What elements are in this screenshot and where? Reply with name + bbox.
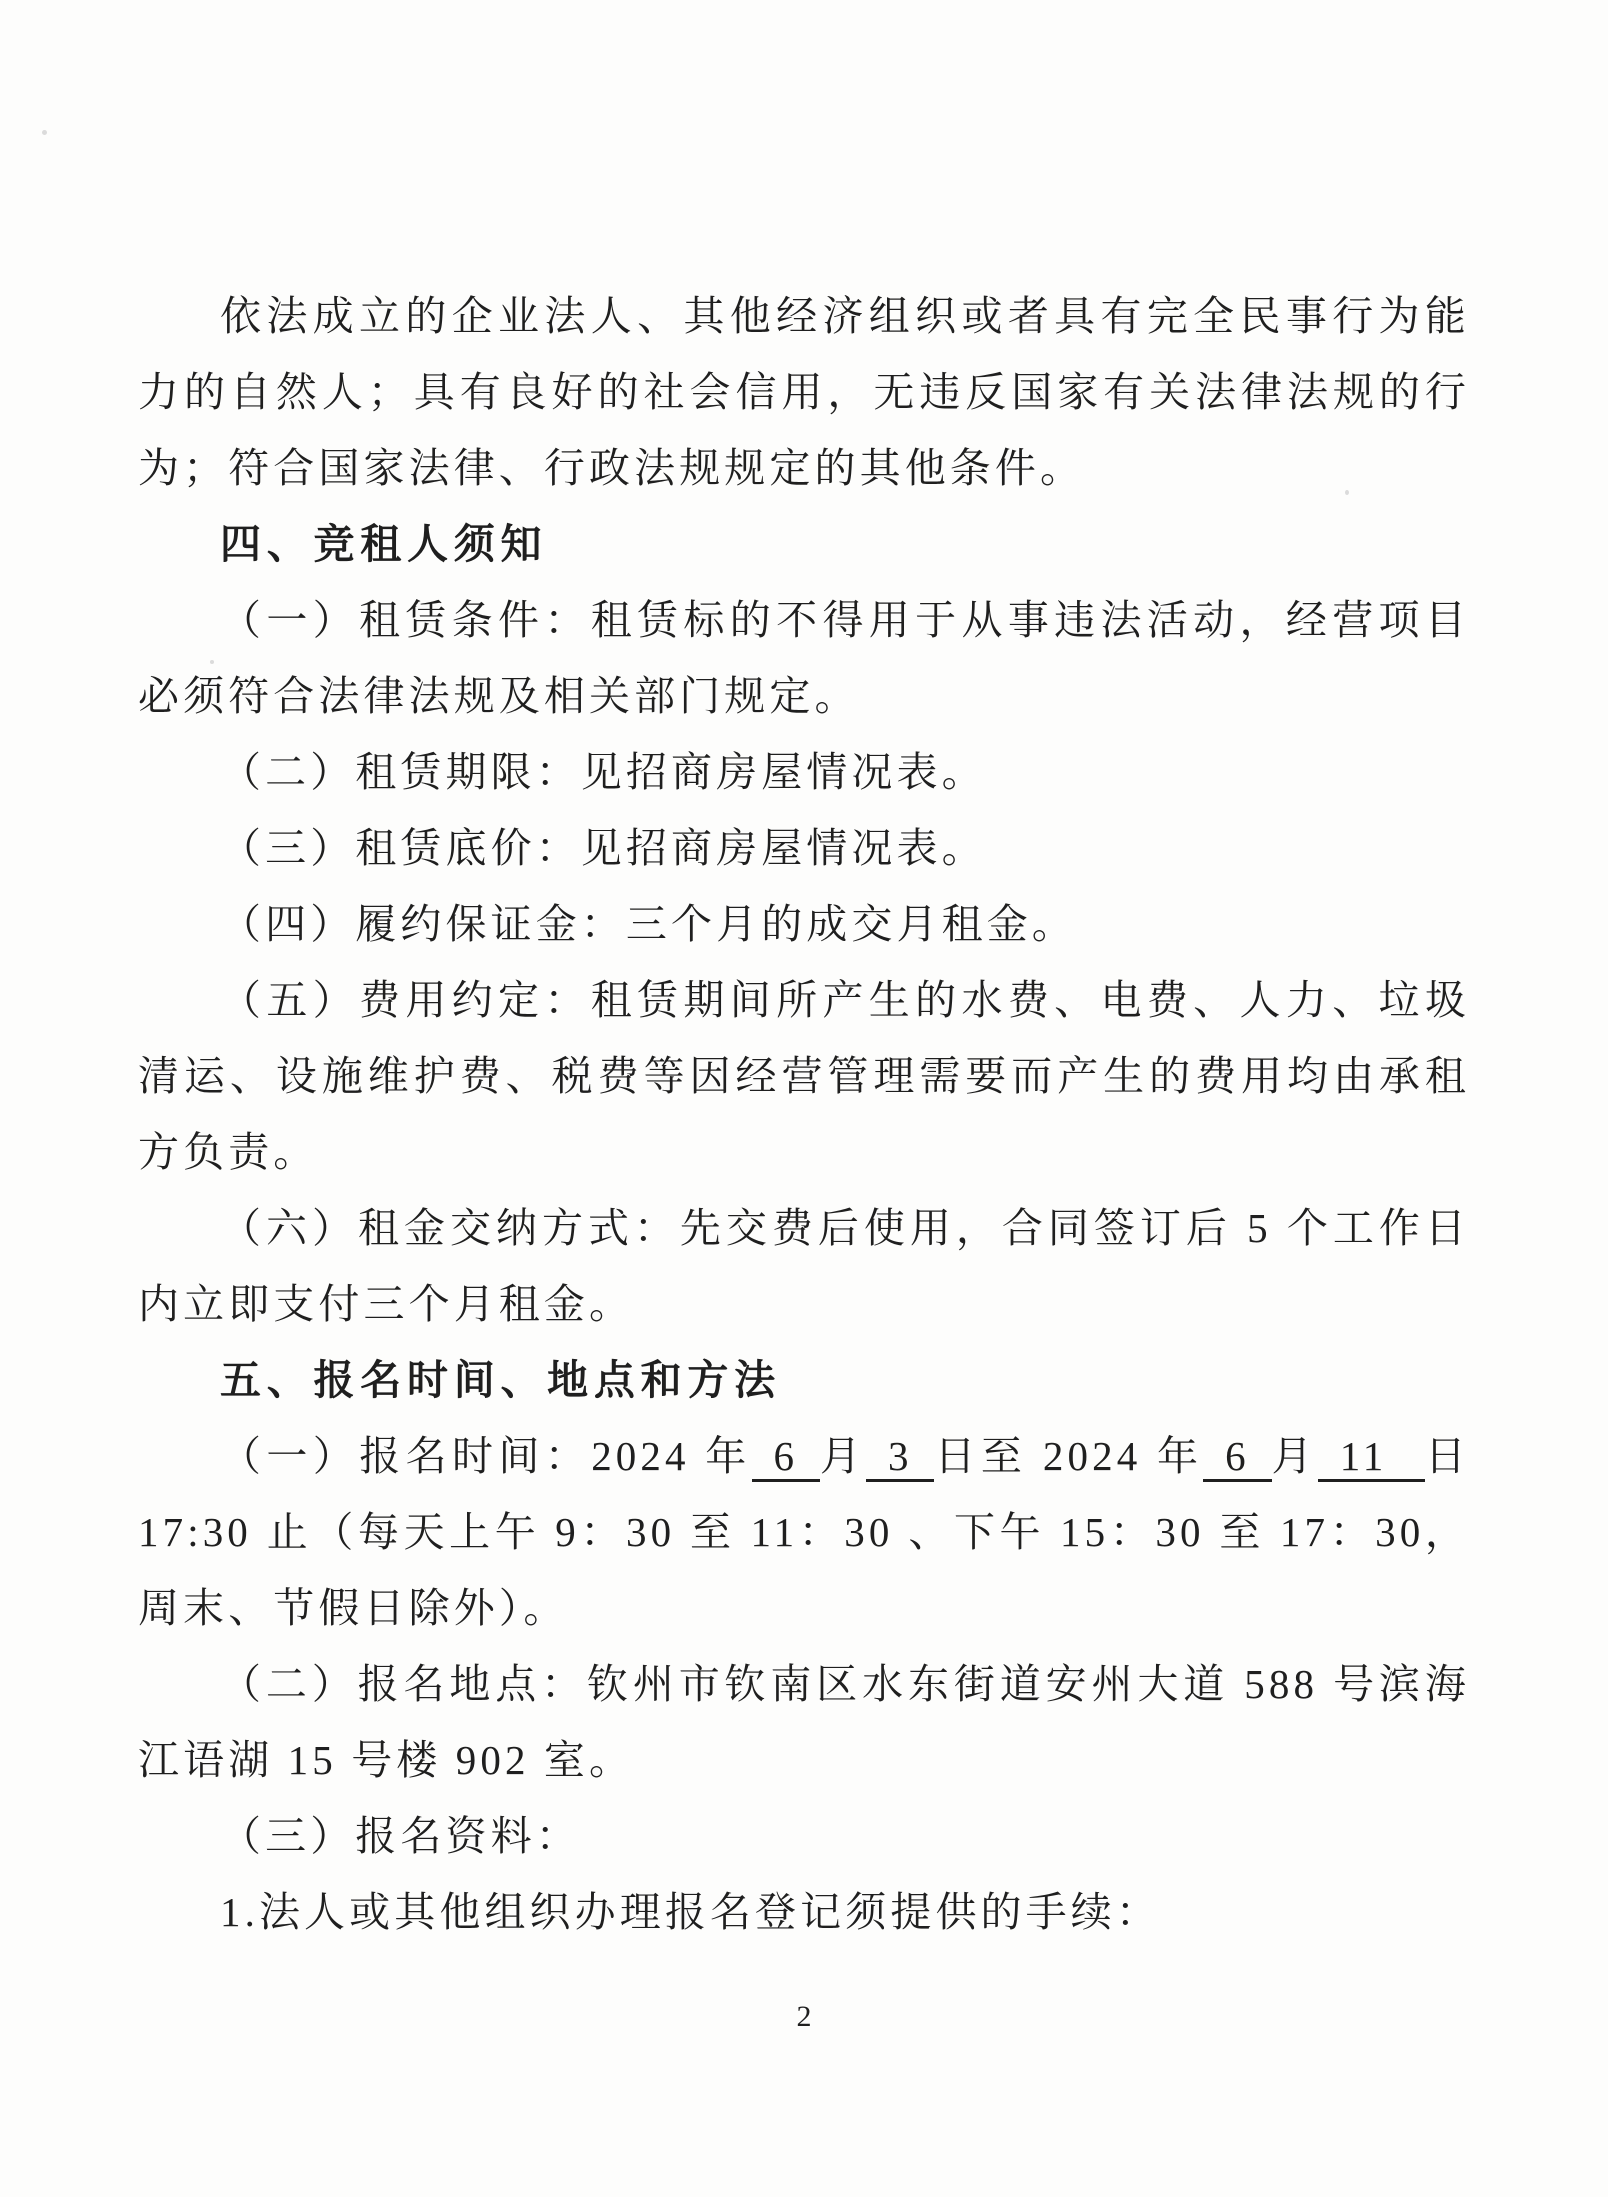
paragraph <box>138 1874 1470 1950</box>
section-heading <box>138 506 1470 582</box>
text-run: 月 <box>819 1433 867 1479</box>
text-run: 四、竞租人须知 <box>220 521 548 567</box>
paragraph <box>138 1646 1470 1798</box>
text-run: 依法成立的企业法人、其他经济组织或者具有完全民事行为能力的自然人；具有良好的社会信用，无违反国家有关法律法规的行为；符合国家法律、行政法规规定的其他条件。 <box>138 293 1470 491</box>
scan-speck <box>210 660 214 664</box>
scan-speck <box>1345 490 1349 495</box>
document-body <box>138 278 1470 1950</box>
scan-speck <box>42 130 47 135</box>
paragraph <box>138 734 1470 810</box>
paragraph <box>138 886 1470 962</box>
text-run: （一）报名时间：2024 年 <box>220 1433 752 1479</box>
text-run: （三）租赁底价：见招商房屋情况表。 <box>220 825 987 871</box>
paragraph <box>138 1190 1470 1342</box>
underlined-fill-in-value: 6 <box>752 1433 820 1482</box>
text-run: （二）租赁期限：见招商房屋情况表。 <box>220 749 987 795</box>
text-run: （三）报名资料： <box>220 1813 581 1859</box>
underlined-fill-in-value: 11 <box>1318 1433 1425 1482</box>
text-run: 月 <box>1271 1433 1318 1479</box>
text-run: （五）费用约定：租赁期间所产生的水费、电费、人力、垃圾清运、设施维护费、税费等因经营管理需要而产生的费用均由承租方负责。 <box>138 977 1470 1175</box>
text-run: 日至 2024 年 <box>934 1433 1204 1479</box>
paragraph <box>138 1798 1470 1874</box>
underlined-fill-in-value: 3 <box>866 1433 934 1482</box>
text-run: 五、报名时间、地点和方法 <box>220 1357 781 1403</box>
text-run: （六）租金交纳方式：先交费后使用，合同签订后 5 个工作日内立即支付三个月租金。 <box>138 1205 1470 1327</box>
text-run: 日 17:30 止（每天上午 9：30 至 11：30 、下午 15：30 至 17：30，周末、节假日除外）。 <box>138 1433 1470 1631</box>
text-run: （一）租赁条件：租赁标的不得用于从事违法活动，经营项目必须符合法律法规及相关部门规定。 <box>138 597 1470 719</box>
paragraph <box>138 962 1470 1190</box>
paragraph <box>138 582 1470 734</box>
underlined-fill-in-value: 6 <box>1203 1433 1271 1482</box>
paragraph <box>138 278 1470 506</box>
paragraph <box>138 810 1470 886</box>
page-number: 2 <box>796 2000 812 2033</box>
text-run: （四）履约保证金：三个月的成交月租金。 <box>220 901 1077 947</box>
text-run: （二）报名地点：钦州市钦南区水东街道安州大道 588 号滨海江语湖 15 号楼 902 室。 <box>138 1661 1470 1783</box>
paragraph <box>138 1418 1470 1646</box>
section-heading <box>138 1342 1470 1418</box>
text-run: 1.法人或其他组织办理报名登记须提供的手续： <box>220 1889 1161 1935</box>
